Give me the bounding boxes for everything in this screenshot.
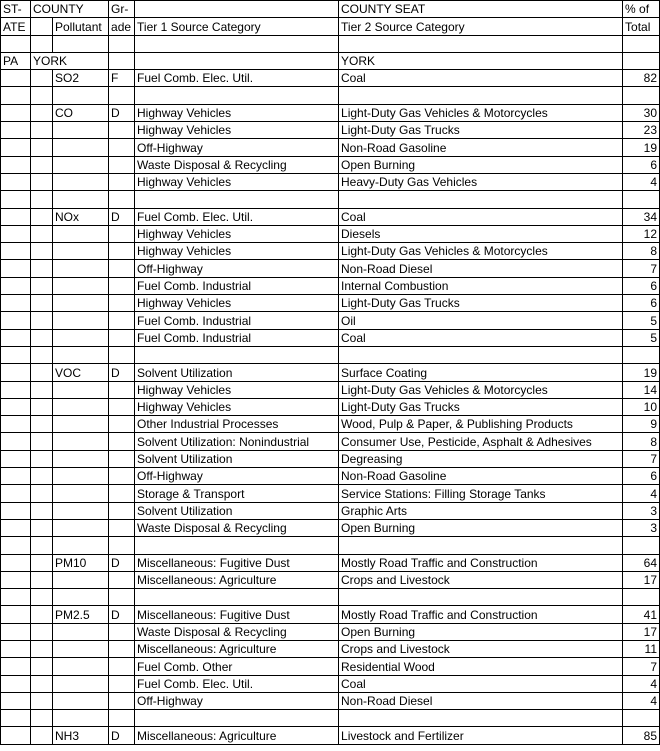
tier2-cell: Coal	[339, 70, 623, 87]
tier1-cell: Highway Vehicles	[135, 104, 339, 121]
table-row	[1, 243, 660, 260]
percent-cell: 34	[623, 208, 660, 225]
tier2-cell: Wood, Pulp & Paper, & Publishing Products	[339, 416, 623, 433]
tier1-cell: Waste Disposal & Recycling	[135, 623, 339, 640]
percent-cell: 41	[623, 606, 660, 623]
percent-cell: 17	[623, 623, 660, 640]
tier1-cell: Miscellaneous: Agriculture	[135, 640, 339, 657]
header-tier1-top	[135, 1, 339, 18]
header-grade-bottom: ade	[109, 18, 135, 35]
header-tier1: Tier 1 Source Category	[135, 18, 339, 35]
percent-cell: 6	[623, 156, 660, 173]
table-row	[1, 225, 660, 242]
county-cell: YORK	[31, 52, 109, 69]
percent-cell: 6	[623, 295, 660, 312]
tier1-cell: Waste Disposal & Recycling	[135, 519, 339, 536]
header-row-1	[1, 1, 660, 18]
pollutant-cell: NOx	[53, 208, 109, 225]
spacer-row	[1, 35, 660, 52]
spacer-row	[1, 710, 660, 727]
tier2-cell: Light-Duty Gas Vehicles & Motorcycles	[339, 104, 623, 121]
table-row	[1, 295, 660, 312]
percent-cell: 5	[623, 312, 660, 329]
tier2-cell: Residential Wood	[339, 658, 623, 675]
percent-cell: 7	[623, 658, 660, 675]
percent-cell: 14	[623, 381, 660, 398]
percent-cell: 4	[623, 485, 660, 502]
table-row	[1, 468, 660, 485]
tier2-cell: Light-Duty Gas Trucks	[339, 295, 623, 312]
percent-cell: 3	[623, 519, 660, 536]
table-row	[1, 364, 660, 381]
tier1-cell: Solvent Utilization: Nonindustrial	[135, 433, 339, 450]
table-row	[1, 450, 660, 467]
table-row	[1, 156, 660, 173]
tier1-cell: Solvent Utilization	[135, 450, 339, 467]
tier2-cell: Crops and Livestock	[339, 571, 623, 588]
tier1-cell: Other Industrial Processes	[135, 416, 339, 433]
tier2-cell: Graphic Arts	[339, 502, 623, 519]
table-row	[1, 692, 660, 709]
table-body	[1, 1, 660, 745]
grade-cell: F	[109, 70, 135, 87]
header-state-bottom: ATE	[1, 18, 31, 35]
table-row	[1, 398, 660, 415]
table-row	[1, 381, 660, 398]
table-row	[1, 606, 660, 623]
tier1-cell: Fuel Comb. Elec. Util.	[135, 70, 339, 87]
tier1-cell: Miscellaneous: Agriculture	[135, 571, 339, 588]
table-row	[1, 623, 660, 640]
location-row	[1, 52, 660, 69]
percent-cell: 3	[623, 502, 660, 519]
percent-cell: 7	[623, 450, 660, 467]
table-row	[1, 519, 660, 536]
percent-cell: 11	[623, 640, 660, 657]
tier1-cell: Miscellaneous: Fugitive Dust	[135, 554, 339, 571]
tier2-cell: Internal Combustion	[339, 277, 623, 294]
table-row	[1, 277, 660, 294]
percent-cell: 4	[623, 675, 660, 692]
table-row	[1, 433, 660, 450]
table-row	[1, 658, 660, 675]
header-county-seat: COUNTY SEAT	[339, 1, 623, 18]
pollutant-cell: NH3	[53, 727, 109, 744]
tier2-cell: Light-Duty Gas Vehicles & Motorcycles	[339, 381, 623, 398]
percent-cell: 7	[623, 260, 660, 277]
tier2-cell: Non-Road Gasoline	[339, 139, 623, 156]
tier2-cell: Open Burning	[339, 156, 623, 173]
tier1-cell: Highway Vehicles	[135, 173, 339, 190]
tier2-cell: Coal	[339, 329, 623, 346]
state-cell: PA	[1, 52, 31, 69]
tier2-cell: Heavy-Duty Gas Vehicles	[339, 173, 623, 190]
table-row	[1, 416, 660, 433]
percent-cell: 30	[623, 104, 660, 121]
tier2-cell: Service Stations: Filling Storage Tanks	[339, 485, 623, 502]
header-blank	[31, 18, 53, 35]
tier2-cell: Non-Road Gasoline	[339, 468, 623, 485]
tier1-cell: Fuel Comb. Industrial	[135, 312, 339, 329]
percent-cell: 17	[623, 571, 660, 588]
table-row	[1, 139, 660, 156]
tier1-cell: Storage & Transport	[135, 485, 339, 502]
table-row	[1, 104, 660, 121]
tier1-cell: Highway Vehicles	[135, 122, 339, 139]
tier1-cell: Highway Vehicles	[135, 225, 339, 242]
percent-cell: 19	[623, 364, 660, 381]
percent-cell: 10	[623, 398, 660, 415]
percent-cell: 23	[623, 122, 660, 139]
tier1-cell: Highway Vehicles	[135, 243, 339, 260]
pollutant-cell: PM2.5	[53, 606, 109, 623]
percent-cell: 9	[623, 416, 660, 433]
tier1-cell: Off-Highway	[135, 692, 339, 709]
table-row	[1, 173, 660, 190]
spacer-row	[1, 191, 660, 208]
pollutant-cell: SO2	[53, 70, 109, 87]
tier1-cell: Fuel Comb. Other	[135, 658, 339, 675]
tier1-cell: Fuel Comb. Industrial	[135, 277, 339, 294]
tier2-cell: Degreasing	[339, 450, 623, 467]
header-total: Total	[623, 18, 660, 35]
header-county: COUNTY	[31, 1, 109, 18]
table-row	[1, 554, 660, 571]
table-row	[1, 675, 660, 692]
tier1-cell: Off-Highway	[135, 139, 339, 156]
grade-cell: D	[109, 208, 135, 225]
header-grade-top: Gr-	[109, 1, 135, 18]
tier1-cell: Off-Highway	[135, 260, 339, 277]
grade-cell: D	[109, 606, 135, 623]
tier2-cell: Non-Road Diesel	[339, 692, 623, 709]
percent-cell: 5	[623, 329, 660, 346]
pollutant-cell: CO	[53, 104, 109, 121]
tier1-cell: Highway Vehicles	[135, 381, 339, 398]
header-pollutant: Pollutant	[53, 18, 109, 35]
tier2-cell: Light-Duty Gas Vehicles & Motorcycles	[339, 243, 623, 260]
percent-cell: 4	[623, 692, 660, 709]
header-percent-top: % of	[623, 1, 660, 18]
percent-cell: 6	[623, 277, 660, 294]
tier1-cell: Fuel Comb. Industrial	[135, 329, 339, 346]
percent-cell: 6	[623, 468, 660, 485]
tier2-cell: Oil	[339, 312, 623, 329]
table-row	[1, 502, 660, 519]
tier2-cell: Non-Road Diesel	[339, 260, 623, 277]
tier2-cell: Diesels	[339, 225, 623, 242]
percent-cell: 64	[623, 554, 660, 571]
grade-cell: D	[109, 554, 135, 571]
pollutant-cell: PM10	[53, 554, 109, 571]
tier1-cell: Miscellaneous: Fugitive Dust	[135, 606, 339, 623]
tier1-cell: Waste Disposal & Recycling	[135, 156, 339, 173]
table-row	[1, 571, 660, 588]
spacer-row	[1, 537, 660, 554]
tier1-cell: Highway Vehicles	[135, 295, 339, 312]
header-state-top: ST-	[1, 1, 31, 18]
percent-cell: 8	[623, 243, 660, 260]
percent-cell: 8	[623, 433, 660, 450]
grade-cell: D	[109, 727, 135, 744]
tier2-cell: Consumer Use, Pesticide, Asphalt & Adhesives	[339, 433, 623, 450]
county-seat-cell: YORK	[339, 52, 623, 69]
tier1-cell: Off-Highway	[135, 468, 339, 485]
table-row	[1, 208, 660, 225]
grade-cell: D	[109, 364, 135, 381]
tier1-cell: Solvent Utilization	[135, 502, 339, 519]
percent-cell: 82	[623, 70, 660, 87]
tier1-cell: Fuel Comb. Elec. Util.	[135, 675, 339, 692]
table-row	[1, 727, 660, 744]
table-row	[1, 640, 660, 657]
tier1-cell: Solvent Utilization	[135, 364, 339, 381]
tier2-cell: Crops and Livestock	[339, 640, 623, 657]
header-row-2	[1, 18, 660, 35]
tier2-cell: Light-Duty Gas Trucks	[339, 122, 623, 139]
spacer-row	[1, 87, 660, 104]
tier2-cell: Surface Coating	[339, 364, 623, 381]
pollutant-cell: VOC	[53, 364, 109, 381]
percent-cell: 12	[623, 225, 660, 242]
tier2-cell: Light-Duty Gas Trucks	[339, 398, 623, 415]
table-row	[1, 312, 660, 329]
table-row	[1, 329, 660, 346]
table-row	[1, 70, 660, 87]
tier2-cell: Livestock and Fertilizer	[339, 727, 623, 744]
table-row	[1, 122, 660, 139]
table-row	[1, 485, 660, 502]
header-tier2: Tier 2 Source Category	[339, 18, 623, 35]
spacer-row	[1, 589, 660, 606]
tier1-cell: Fuel Comb. Elec. Util.	[135, 208, 339, 225]
grade-cell: D	[109, 104, 135, 121]
tier2-cell: Coal	[339, 675, 623, 692]
tier1-cell: Miscellaneous: Agriculture	[135, 727, 339, 744]
table-row	[1, 260, 660, 277]
tier2-cell: Open Burning	[339, 519, 623, 536]
spacer-row	[1, 346, 660, 363]
tier2-cell: Open Burning	[339, 623, 623, 640]
percent-cell: 19	[623, 139, 660, 156]
tier2-cell: Mostly Road Traffic and Construction	[339, 554, 623, 571]
tier2-cell: Coal	[339, 208, 623, 225]
percent-cell: 4	[623, 173, 660, 190]
tier1-cell: Highway Vehicles	[135, 398, 339, 415]
percent-cell: 85	[623, 727, 660, 744]
tier2-cell: Mostly Road Traffic and Construction	[339, 606, 623, 623]
